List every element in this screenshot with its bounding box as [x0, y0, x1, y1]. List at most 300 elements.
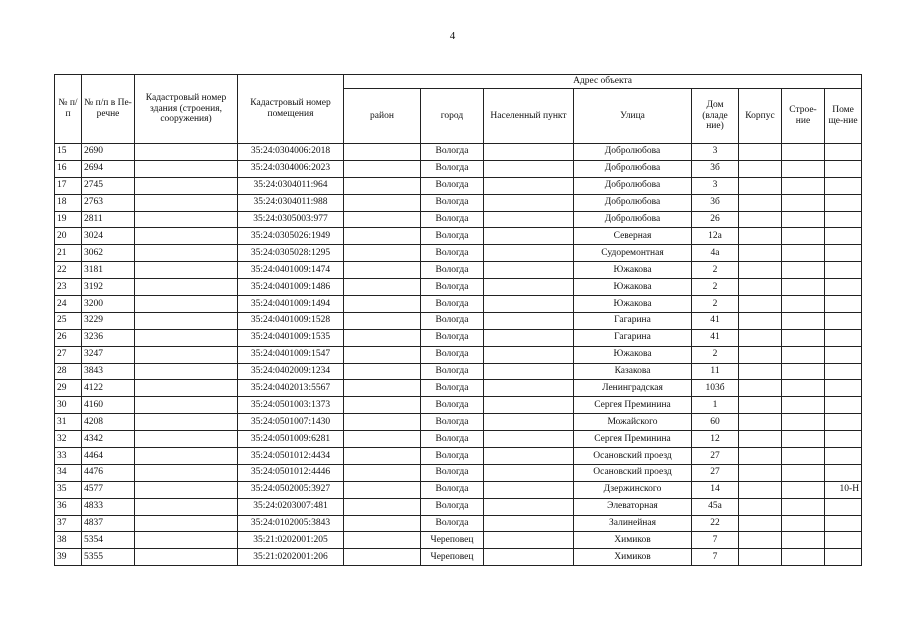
- cell-district: [344, 245, 421, 262]
- cell-district: [344, 515, 421, 532]
- header-perechen-num: № п/п в Пе-речне: [82, 75, 135, 144]
- cell-house: 7: [692, 549, 739, 566]
- table-row: [55, 414, 862, 431]
- cell-room-cadastral: 35:24:0401009:1474: [238, 262, 344, 279]
- cell-settlement: [484, 464, 574, 481]
- cell-korpus: [739, 414, 782, 431]
- table-row: [55, 363, 862, 380]
- cell-korpus: [739, 329, 782, 346]
- cell-settlement: [484, 312, 574, 329]
- cell-building-cadastral: [135, 279, 238, 296]
- cell-city: Вологда: [421, 279, 484, 296]
- cell-room: [825, 177, 862, 194]
- table-row: [55, 228, 862, 245]
- cell-building-cadastral: [135, 160, 238, 177]
- cell-house: 26: [692, 211, 739, 228]
- cell-num: 19: [55, 211, 82, 228]
- cell-city: Вологда: [421, 177, 484, 194]
- cell-building-cadastral: [135, 177, 238, 194]
- header-num: № п/п: [55, 75, 82, 144]
- cell-city: Вологда: [421, 481, 484, 498]
- cell-perechen-num: 2811: [82, 211, 135, 228]
- cell-house: 27: [692, 448, 739, 465]
- cell-building-cadastral: [135, 329, 238, 346]
- cell-building: [782, 532, 825, 549]
- cell-building: [782, 177, 825, 194]
- table-row: [55, 194, 862, 211]
- header-street: Улица: [574, 89, 692, 144]
- cell-num: 16: [55, 160, 82, 177]
- cell-room: [825, 160, 862, 177]
- cell-num: 18: [55, 194, 82, 211]
- cell-city: Вологда: [421, 380, 484, 397]
- cell-perechen-num: 3843: [82, 363, 135, 380]
- cell-building: [782, 211, 825, 228]
- cell-settlement: [484, 279, 574, 296]
- cell-settlement: [484, 481, 574, 498]
- cell-house: 11: [692, 363, 739, 380]
- table-row: [55, 211, 862, 228]
- cell-settlement: [484, 532, 574, 549]
- cell-room: [825, 532, 862, 549]
- cell-building-cadastral: [135, 515, 238, 532]
- cell-building: [782, 498, 825, 515]
- cell-korpus: [739, 549, 782, 566]
- cell-district: [344, 431, 421, 448]
- cell-room-cadastral: 35:24:0402013:5567: [238, 380, 344, 397]
- cell-building: [782, 228, 825, 245]
- cell-district: [344, 549, 421, 566]
- cell-settlement: [484, 177, 574, 194]
- cell-building: [782, 481, 825, 498]
- header-room-cadastral: Кадастровый номер помещения: [238, 75, 344, 144]
- cell-perechen-num: 5355: [82, 549, 135, 566]
- cell-room: [825, 464, 862, 481]
- cell-street: Дзержинского: [574, 481, 692, 498]
- table-row: [55, 397, 862, 414]
- table-row: [55, 431, 862, 448]
- cell-street: Судоремонтная: [574, 245, 692, 262]
- cell-korpus: [739, 431, 782, 448]
- cell-num: 28: [55, 363, 82, 380]
- cell-num: 29: [55, 380, 82, 397]
- cell-building: [782, 515, 825, 532]
- cell-building: [782, 380, 825, 397]
- table-row: [55, 380, 862, 397]
- cell-korpus: [739, 177, 782, 194]
- cell-korpus: [739, 228, 782, 245]
- cell-perechen-num: 2690: [82, 144, 135, 161]
- cell-num: 23: [55, 279, 82, 296]
- header-room: Поме ще-ние: [825, 89, 862, 144]
- cell-perechen-num: 4577: [82, 481, 135, 498]
- cell-settlement: [484, 363, 574, 380]
- cell-building-cadastral: [135, 532, 238, 549]
- cell-settlement: [484, 397, 574, 414]
- header-settlement: Населенный пункт: [484, 89, 574, 144]
- cell-house: 12: [692, 431, 739, 448]
- cell-building-cadastral: [135, 211, 238, 228]
- cell-settlement: [484, 228, 574, 245]
- cell-settlement: [484, 144, 574, 161]
- cell-perechen-num: 5354: [82, 532, 135, 549]
- cell-district: [344, 144, 421, 161]
- cell-korpus: [739, 194, 782, 211]
- cell-perechen-num: 4160: [82, 397, 135, 414]
- cell-district: [344, 262, 421, 279]
- cell-room: [825, 448, 862, 465]
- cell-city: Вологда: [421, 397, 484, 414]
- cell-building: [782, 329, 825, 346]
- table-row: [55, 144, 862, 161]
- cell-street: Осановский проезд: [574, 464, 692, 481]
- cell-room: 10-Н: [825, 481, 862, 498]
- table-header: [55, 75, 862, 144]
- cell-street: Южакова: [574, 296, 692, 313]
- cell-house: 4а: [692, 245, 739, 262]
- cell-street: Залинейная: [574, 515, 692, 532]
- cell-district: [344, 346, 421, 363]
- cell-settlement: [484, 549, 574, 566]
- cell-house: 3б: [692, 160, 739, 177]
- cell-building-cadastral: [135, 464, 238, 481]
- cell-city: Вологда: [421, 296, 484, 313]
- table-row: [55, 177, 862, 194]
- cell-num: 39: [55, 549, 82, 566]
- cell-korpus: [739, 532, 782, 549]
- cell-house: 2: [692, 346, 739, 363]
- cell-room-cadastral: 35:24:0304011:964: [238, 177, 344, 194]
- cell-room: [825, 211, 862, 228]
- cell-district: [344, 211, 421, 228]
- cell-korpus: [739, 363, 782, 380]
- cell-building: [782, 363, 825, 380]
- cell-street: Осановский проезд: [574, 448, 692, 465]
- cell-district: [344, 296, 421, 313]
- cell-num: 35: [55, 481, 82, 498]
- cell-perechen-num: 3024: [82, 228, 135, 245]
- table-row: [55, 296, 862, 313]
- cell-perechen-num: 4122: [82, 380, 135, 397]
- table-body: [55, 144, 862, 566]
- cell-room-cadastral: 35:24:0305026:1949: [238, 228, 344, 245]
- cell-street: Элеваторная: [574, 498, 692, 515]
- cell-settlement: [484, 431, 574, 448]
- cell-building: [782, 312, 825, 329]
- cell-room: [825, 549, 862, 566]
- cell-building: [782, 448, 825, 465]
- cell-building: [782, 414, 825, 431]
- cell-street: Можайского: [574, 414, 692, 431]
- table-row: [55, 549, 862, 566]
- cell-street: Добролюбова: [574, 177, 692, 194]
- cell-building-cadastral: [135, 194, 238, 211]
- cell-room-cadastral: 35:24:0304006:2023: [238, 160, 344, 177]
- cell-street: Добролюбова: [574, 160, 692, 177]
- cell-building: [782, 279, 825, 296]
- cell-korpus: [739, 346, 782, 363]
- cell-korpus: [739, 279, 782, 296]
- cell-house: 7: [692, 532, 739, 549]
- cell-city: Вологда: [421, 448, 484, 465]
- cell-room-cadastral: 35:24:0402009:1234: [238, 363, 344, 380]
- cell-street: Северная: [574, 228, 692, 245]
- cell-room: [825, 329, 862, 346]
- cell-city: Вологда: [421, 245, 484, 262]
- cell-street: Гагарина: [574, 312, 692, 329]
- cell-room: [825, 194, 862, 211]
- header-address-group: Адрес объекта: [344, 75, 862, 89]
- cell-city: Вологда: [421, 312, 484, 329]
- cell-room-cadastral: 35:21:0202001:205: [238, 532, 344, 549]
- cell-building-cadastral: [135, 380, 238, 397]
- cell-building-cadastral: [135, 448, 238, 465]
- cell-room-cadastral: 35:24:0304011:988: [238, 194, 344, 211]
- table-row: [55, 279, 862, 296]
- cell-settlement: [484, 380, 574, 397]
- cell-house: 3: [692, 177, 739, 194]
- cell-settlement: [484, 194, 574, 211]
- cell-room-cadastral: 35:24:0305028:1295: [238, 245, 344, 262]
- cell-street: Сергея Преминина: [574, 397, 692, 414]
- cell-house: 60: [692, 414, 739, 431]
- cell-room-cadastral: 35:24:0401009:1547: [238, 346, 344, 363]
- table-row: [55, 532, 862, 549]
- cell-city: Вологда: [421, 211, 484, 228]
- cell-district: [344, 414, 421, 431]
- cell-num: 38: [55, 532, 82, 549]
- cell-perechen-num: 3062: [82, 245, 135, 262]
- cell-street: Южакова: [574, 279, 692, 296]
- cell-building: [782, 431, 825, 448]
- cell-settlement: [484, 448, 574, 465]
- cell-korpus: [739, 380, 782, 397]
- header-korpus: Корпус: [739, 89, 782, 144]
- cell-building-cadastral: [135, 245, 238, 262]
- cell-city: Вологда: [421, 515, 484, 532]
- cell-street: Добролюбова: [574, 194, 692, 211]
- cell-city: Вологда: [421, 160, 484, 177]
- cell-room-cadastral: 35:24:0304006:2018: [238, 144, 344, 161]
- cell-num: 15: [55, 144, 82, 161]
- cell-building: [782, 160, 825, 177]
- cell-house: 41: [692, 329, 739, 346]
- cell-district: [344, 498, 421, 515]
- cell-korpus: [739, 144, 782, 161]
- cell-perechen-num: 3247: [82, 346, 135, 363]
- cell-house: 3б: [692, 194, 739, 211]
- cell-room-cadastral: 35:24:0401009:1528: [238, 312, 344, 329]
- cell-building-cadastral: [135, 431, 238, 448]
- cell-room: [825, 380, 862, 397]
- cell-building: [782, 346, 825, 363]
- cell-house: 22: [692, 515, 739, 532]
- cell-district: [344, 380, 421, 397]
- cell-room-cadastral: 35:24:0501007:1430: [238, 414, 344, 431]
- cell-room-cadastral: 35:24:0501009:6281: [238, 431, 344, 448]
- cell-num: 26: [55, 329, 82, 346]
- cell-settlement: [484, 262, 574, 279]
- cell-building: [782, 262, 825, 279]
- cell-city: Вологда: [421, 346, 484, 363]
- cell-korpus: [739, 160, 782, 177]
- cell-district: [344, 329, 421, 346]
- cell-street: Сергея Преминина: [574, 431, 692, 448]
- cell-room: [825, 414, 862, 431]
- table-row: [55, 262, 862, 279]
- cell-num: 30: [55, 397, 82, 414]
- cell-perechen-num: 4833: [82, 498, 135, 515]
- cell-district: [344, 312, 421, 329]
- cell-room: [825, 312, 862, 329]
- cell-district: [344, 464, 421, 481]
- cell-house: 103б: [692, 380, 739, 397]
- cell-building: [782, 194, 825, 211]
- cell-building-cadastral: [135, 397, 238, 414]
- cell-district: [344, 363, 421, 380]
- cell-building-cadastral: [135, 346, 238, 363]
- cell-settlement: [484, 498, 574, 515]
- cell-street: Гагарина: [574, 329, 692, 346]
- cell-perechen-num: 4208: [82, 414, 135, 431]
- cell-korpus: [739, 498, 782, 515]
- cell-perechen-num: 3192: [82, 279, 135, 296]
- cell-room: [825, 245, 862, 262]
- cell-room-cadastral: 35:24:0305003:977: [238, 211, 344, 228]
- cell-num: 24: [55, 296, 82, 313]
- cell-street: Ленинградская: [574, 380, 692, 397]
- cell-district: [344, 448, 421, 465]
- cell-korpus: [739, 245, 782, 262]
- cell-settlement: [484, 296, 574, 313]
- cell-korpus: [739, 296, 782, 313]
- header-city: город: [421, 89, 484, 144]
- cell-building-cadastral: [135, 481, 238, 498]
- table-row: [55, 515, 862, 532]
- cell-house: 12а: [692, 228, 739, 245]
- cell-district: [344, 194, 421, 211]
- cell-building-cadastral: [135, 414, 238, 431]
- cell-room: [825, 228, 862, 245]
- cell-korpus: [739, 397, 782, 414]
- cell-settlement: [484, 329, 574, 346]
- cell-room-cadastral: 35:21:0202001:206: [238, 549, 344, 566]
- cell-num: 31: [55, 414, 82, 431]
- cell-perechen-num: 4342: [82, 431, 135, 448]
- table-row: [55, 312, 862, 329]
- cell-district: [344, 532, 421, 549]
- cell-perechen-num: 4476: [82, 464, 135, 481]
- cell-num: 36: [55, 498, 82, 515]
- cell-perechen-num: 3200: [82, 296, 135, 313]
- cell-settlement: [484, 211, 574, 228]
- cell-room: [825, 431, 862, 448]
- cell-num: 27: [55, 346, 82, 363]
- cell-room: [825, 515, 862, 532]
- cell-house: 2: [692, 262, 739, 279]
- cell-num: 21: [55, 245, 82, 262]
- header-building: Строе-ние: [782, 89, 825, 144]
- cell-street: Южакова: [574, 262, 692, 279]
- cell-room: [825, 262, 862, 279]
- cell-city: Вологда: [421, 194, 484, 211]
- cell-settlement: [484, 160, 574, 177]
- cell-num: 33: [55, 448, 82, 465]
- cell-building-cadastral: [135, 312, 238, 329]
- table-row: [55, 160, 862, 177]
- cell-street: Добролюбова: [574, 144, 692, 161]
- cell-house: 45а: [692, 498, 739, 515]
- table-row: [55, 498, 862, 515]
- cell-district: [344, 228, 421, 245]
- cell-building: [782, 397, 825, 414]
- cell-room: [825, 363, 862, 380]
- cell-num: 20: [55, 228, 82, 245]
- cell-settlement: [484, 346, 574, 363]
- cell-room-cadastral: 35:24:0501003:1373: [238, 397, 344, 414]
- cell-city: Вологда: [421, 228, 484, 245]
- cell-room: [825, 144, 862, 161]
- cell-building-cadastral: [135, 144, 238, 161]
- table-row: [55, 245, 862, 262]
- cell-room-cadastral: 35:24:0401009:1494: [238, 296, 344, 313]
- cell-num: 34: [55, 464, 82, 481]
- cell-street: Химиков: [574, 549, 692, 566]
- cell-perechen-num: 2694: [82, 160, 135, 177]
- cell-num: 37: [55, 515, 82, 532]
- cell-district: [344, 397, 421, 414]
- cell-city: Вологда: [421, 431, 484, 448]
- cell-korpus: [739, 515, 782, 532]
- cell-perechen-num: 3181: [82, 262, 135, 279]
- cell-num: 22: [55, 262, 82, 279]
- header-district: район: [344, 89, 421, 144]
- cell-city: Вологда: [421, 498, 484, 515]
- cell-korpus: [739, 262, 782, 279]
- cell-room-cadastral: 35:24:0401009:1535: [238, 329, 344, 346]
- cell-perechen-num: 3229: [82, 312, 135, 329]
- cell-korpus: [739, 464, 782, 481]
- cell-street: Южакова: [574, 346, 692, 363]
- cell-house: 2: [692, 279, 739, 296]
- cell-korpus: [739, 448, 782, 465]
- cell-street: Казакова: [574, 363, 692, 380]
- cell-room-cadastral: 35:24:0401009:1486: [238, 279, 344, 296]
- cell-city: Череповец: [421, 549, 484, 566]
- cell-house: 2: [692, 296, 739, 313]
- objects-table: [54, 74, 862, 566]
- cell-street: Добролюбова: [574, 211, 692, 228]
- cell-city: Вологда: [421, 363, 484, 380]
- cell-room-cadastral: 35:24:0203007:481: [238, 498, 344, 515]
- cell-district: [344, 177, 421, 194]
- cell-room-cadastral: 35:24:0501012:4434: [238, 448, 344, 465]
- cell-building-cadastral: [135, 549, 238, 566]
- table-row: [55, 448, 862, 465]
- cell-building: [782, 464, 825, 481]
- cell-city: Вологда: [421, 262, 484, 279]
- table-row: [55, 346, 862, 363]
- cell-building-cadastral: [135, 498, 238, 515]
- cell-house: 1: [692, 397, 739, 414]
- cell-city: Вологда: [421, 464, 484, 481]
- cell-city: Вологда: [421, 414, 484, 431]
- table-row: [55, 329, 862, 346]
- cell-building-cadastral: [135, 363, 238, 380]
- cell-room-cadastral: 35:24:0102005:3843: [238, 515, 344, 532]
- cell-district: [344, 481, 421, 498]
- cell-num: 25: [55, 312, 82, 329]
